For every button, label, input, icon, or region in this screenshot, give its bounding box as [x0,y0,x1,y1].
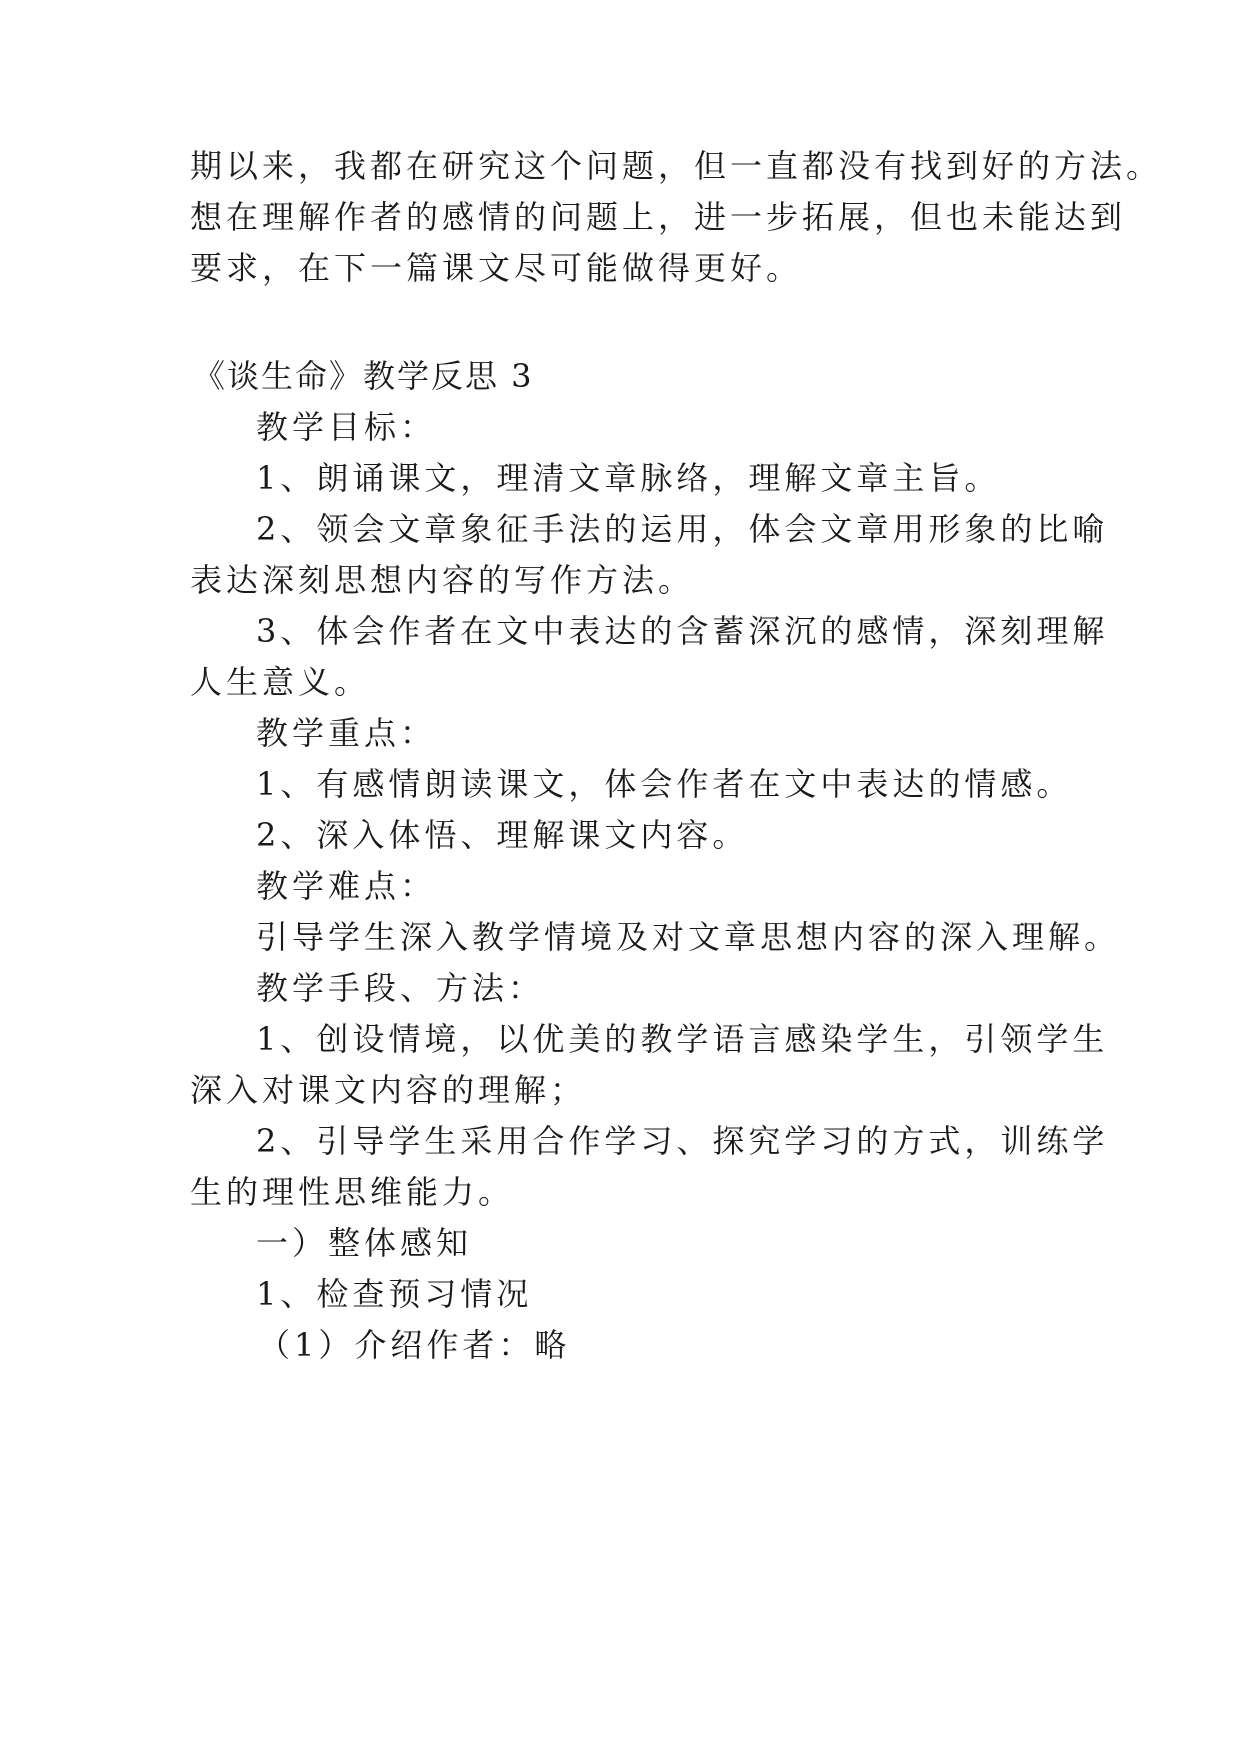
method-2-line-1: 2、引导学生采用合作学习、探究学习的方式，训练学 [256,1122,1109,1160]
part-1-heading: 一）整体感知 [256,1224,473,1262]
step-1: 1、检查预习情况 [256,1275,533,1313]
method-1-line-2: 深入对课文内容的理解； [190,1071,587,1109]
intro-line-2: 想在理解作者的感情的问题上，进一步拓展，但也未能达到 [190,198,1127,236]
focus-2: 2、深入体悟、理解课文内容。 [256,816,749,854]
goals-heading: 教学目标： [256,408,437,446]
method-2-line-2: 生的理性思维能力。 [190,1173,515,1211]
goal-3-line-2: 人生意义。 [190,663,371,701]
difficulty-text: 引导学生深入教学情境及对文章思想内容的深入理解。 [256,918,1121,956]
intro-line-3: 要求，在下一篇课文尽可能做得更好。 [190,249,803,287]
goal-2-line-1: 2、领会文章象征手法的运用，体会文章用形象的比喻 [256,510,1109,548]
step-1-sub: （1）介绍作者：略 [258,1326,571,1364]
methods-heading: 教学手段、方法： [256,969,545,1007]
goal-1: 1、朗诵课文，理清文章脉络，理解文章主旨。 [256,459,1001,497]
focus-1: 1、有感情朗读课文，体会作者在文中表达的情感。 [256,765,1073,803]
intro-line-1: 期以来，我都在研究这个问题，但一直都没有找到好的方法。 [190,147,1163,185]
method-1-line-1: 1、创设情境，以优美的教学语言感染学生，引领学生 [256,1020,1109,1058]
goal-2-line-2: 表达深刻思想内容的写作方法。 [190,561,695,599]
focus-heading: 教学重点： [256,714,437,752]
section-title: 《谈生命》教学反思 3 [193,357,534,395]
goal-3-line-1: 3、体会作者在文中表达的含蓄深沉的感情，深刻理解 [256,612,1109,650]
difficulty-heading: 教学难点： [256,867,437,905]
